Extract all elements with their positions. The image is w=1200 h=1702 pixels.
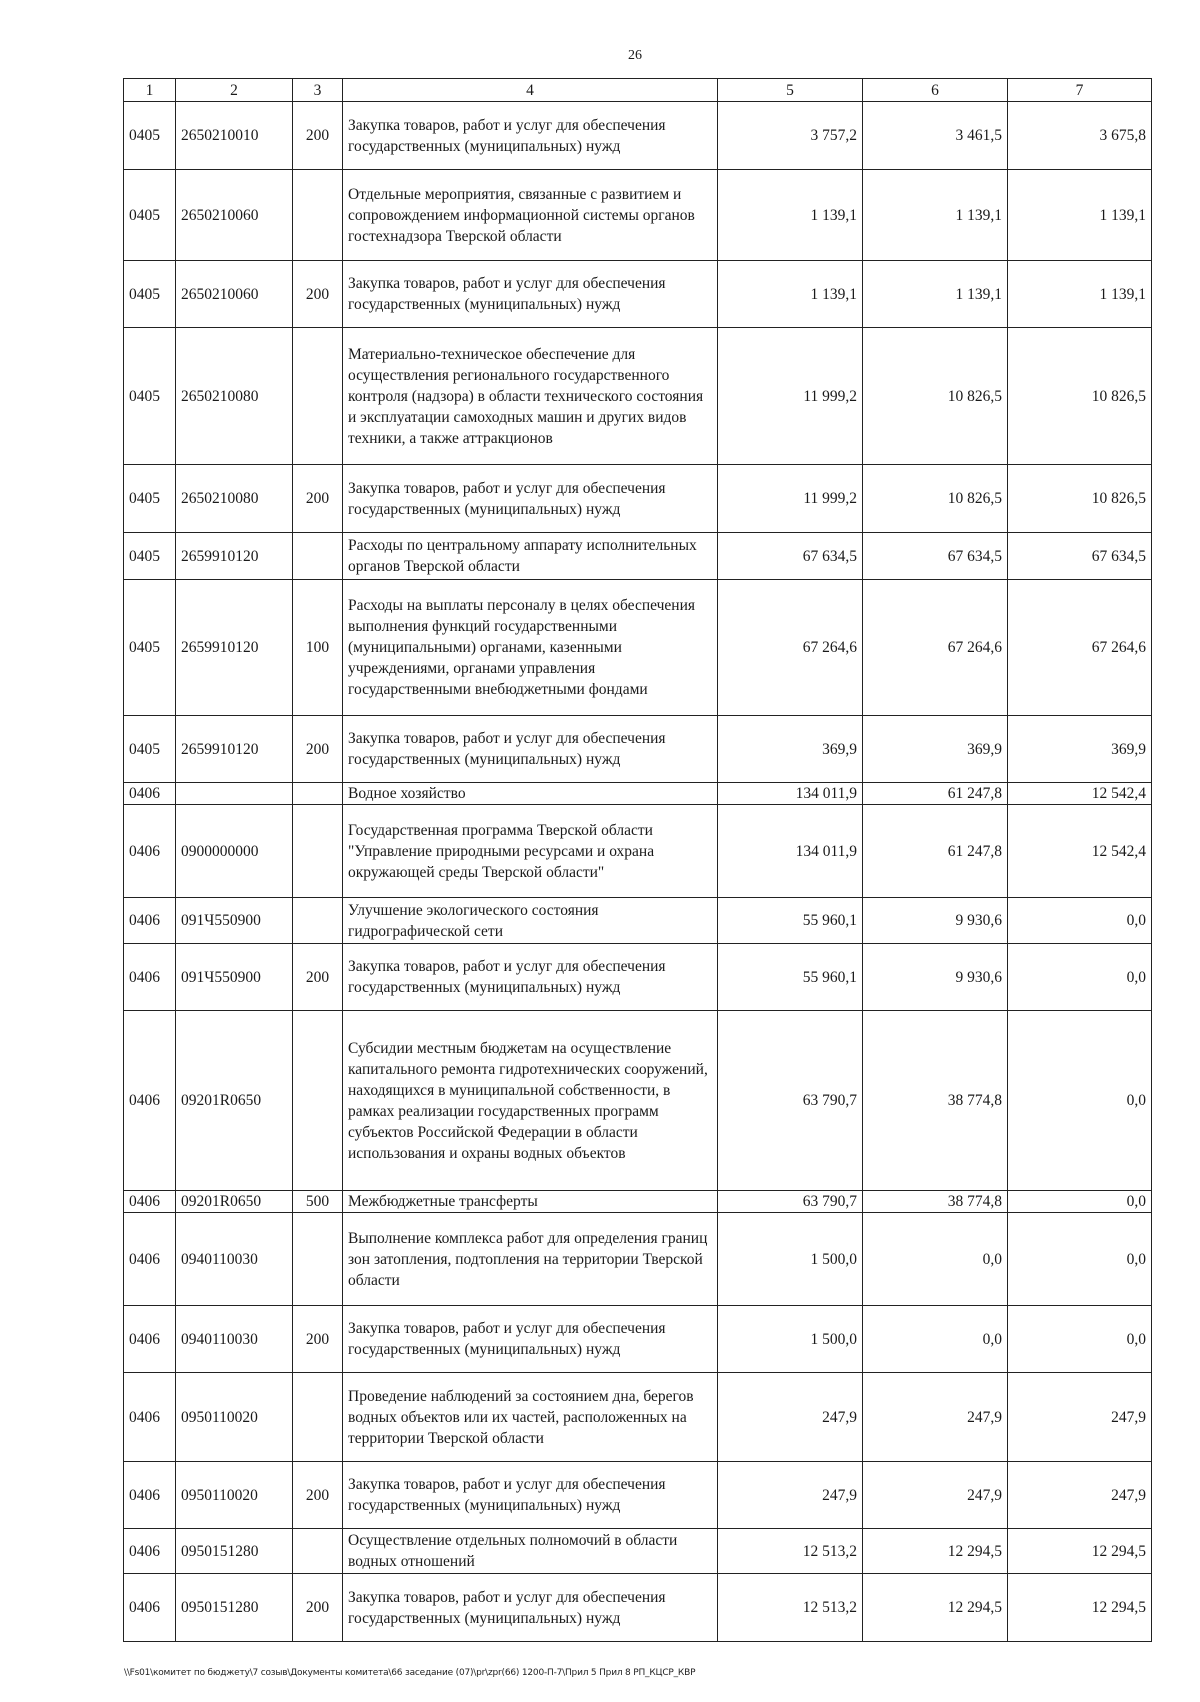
amount-cell-col6: 67 264,6 — [863, 580, 1008, 716]
section-code-cell: 0405 — [124, 533, 176, 580]
description-cell: Закупка товаров, работ и услуг для обеспечения государственных (муниципальных) нужд — [343, 465, 718, 533]
section-code-cell: 0406 — [124, 783, 176, 805]
amount-cell-col6: 12 294,5 — [863, 1574, 1008, 1642]
target-article-cell: 091Ч550900 — [176, 944, 293, 1011]
description-cell: Материально-техническое обеспечение для осуществления регионального государственного контроля (надзора) в области технического состояния и эксплуатации самоходных машин и других видов техники, а также аттракционов — [343, 328, 718, 465]
target-article-cell: 0940110030 — [176, 1306, 293, 1373]
amount-cell-col6: 67 634,5 — [863, 533, 1008, 580]
target-article-cell: 2650210080 — [176, 465, 293, 533]
section-code-cell: 0405 — [124, 261, 176, 328]
table-row — [124, 1306, 1152, 1373]
target-article-cell: 2659910120 — [176, 716, 293, 783]
amount-cell-col6: 61 247,8 — [863, 805, 1008, 898]
amount-cell-col5: 247,9 — [718, 1462, 863, 1529]
table-row — [124, 1011, 1152, 1191]
target-article-cell: 09201R0650 — [176, 1191, 293, 1213]
target-article-cell: 0950151280 — [176, 1529, 293, 1574]
column-header: 4 — [343, 79, 718, 102]
amount-cell-col6: 0,0 — [863, 1213, 1008, 1306]
table-row — [124, 533, 1152, 580]
table-row — [124, 716, 1152, 783]
expense-type-cell: 200 — [293, 465, 343, 533]
column-header: 2 — [176, 79, 293, 102]
column-header: 5 — [718, 79, 863, 102]
amount-cell-col6: 3 461,5 — [863, 102, 1008, 170]
section-code-cell: 0405 — [124, 465, 176, 533]
description-cell: Водное хозяйство — [343, 783, 718, 805]
amount-cell-col5: 12 513,2 — [718, 1529, 863, 1574]
expense-type-cell: 200 — [293, 102, 343, 170]
expense-type-cell: 200 — [293, 716, 343, 783]
amount-cell-col5: 1 139,1 — [718, 261, 863, 328]
section-code-cell: 0406 — [124, 944, 176, 1011]
table-row — [124, 170, 1152, 261]
amount-cell-col6: 0,0 — [863, 1306, 1008, 1373]
target-article-cell: 0900000000 — [176, 805, 293, 898]
amount-cell-col5: 63 790,7 — [718, 1191, 863, 1213]
expense-type-cell: 100 — [293, 580, 343, 716]
target-article-cell: 2659910120 — [176, 533, 293, 580]
section-code-cell: 0406 — [124, 1373, 176, 1462]
amount-cell-col5: 67 634,5 — [718, 533, 863, 580]
amount-cell-col7: 0,0 — [1008, 1213, 1152, 1306]
column-header: 3 — [293, 79, 343, 102]
expense-type-cell — [293, 1529, 343, 1574]
amount-cell-col5: 3 757,2 — [718, 102, 863, 170]
amount-cell-col7: 3 675,8 — [1008, 102, 1152, 170]
amount-cell-col6: 247,9 — [863, 1462, 1008, 1529]
description-cell: Государственная программа Тверской области "Управление природными ресурсами и охрана окружающей среды Тверской области" — [343, 805, 718, 898]
header-row — [124, 79, 1152, 102]
expense-type-cell: 200 — [293, 944, 343, 1011]
amount-cell-col7: 10 826,5 — [1008, 465, 1152, 533]
target-article-cell: 2650210080 — [176, 328, 293, 465]
amount-cell-col7: 12 294,5 — [1008, 1529, 1152, 1574]
amount-cell-col5: 1 500,0 — [718, 1213, 863, 1306]
amount-cell-col5: 67 264,6 — [718, 580, 863, 716]
amount-cell-col6: 10 826,5 — [863, 465, 1008, 533]
section-code-cell: 0405 — [124, 170, 176, 261]
expense-type-cell: 200 — [293, 1306, 343, 1373]
section-code-cell: 0406 — [124, 1462, 176, 1529]
section-code-cell: 0405 — [124, 102, 176, 170]
table-row — [124, 1462, 1152, 1529]
description-cell: Проведение наблюдений за состоянием дна, берегов водных объектов или их частей, расположенных на территории Тверской области — [343, 1373, 718, 1462]
expense-type-cell: 200 — [293, 1574, 343, 1642]
description-cell: Закупка товаров, работ и услуг для обеспечения государственных (муниципальных) нужд — [343, 944, 718, 1011]
description-cell: Межбюджетные трансферты — [343, 1191, 718, 1213]
amount-cell-col7: 0,0 — [1008, 1191, 1152, 1213]
budget-table — [123, 78, 1152, 1642]
table-row — [124, 465, 1152, 533]
target-article-cell: 0950110020 — [176, 1373, 293, 1462]
column-header: 1 — [124, 79, 176, 102]
amount-cell-col5: 134 011,9 — [718, 805, 863, 898]
amount-cell-col7: 67 264,6 — [1008, 580, 1152, 716]
file-path-footer: \\Fs01\комитет по бюджету\7 созыв\Документы комитета\66 заседание (07)\pr\zpr(66) 1200-П-7\Прил 5 Прил 8 РП_КЦСР_КВР — [124, 1668, 696, 1678]
amount-cell-col7: 0,0 — [1008, 1306, 1152, 1373]
section-code-cell: 0406 — [124, 898, 176, 944]
target-article-cell: 2650210060 — [176, 261, 293, 328]
description-cell: Осуществление отдельных полномочий в области водных отношений — [343, 1529, 718, 1574]
amount-cell-col6: 10 826,5 — [863, 328, 1008, 465]
amount-cell-col5: 12 513,2 — [718, 1574, 863, 1642]
section-code-cell: 0406 — [124, 805, 176, 898]
amount-cell-col7: 10 826,5 — [1008, 328, 1152, 465]
target-article-cell: 09201R0650 — [176, 1011, 293, 1191]
description-cell: Расходы по центральному аппарату исполнительных органов Тверской области — [343, 533, 718, 580]
description-cell: Закупка товаров, работ и услуг для обеспечения государственных (муниципальных) нужд — [343, 716, 718, 783]
table-row — [124, 805, 1152, 898]
amount-cell-col7: 67 634,5 — [1008, 533, 1152, 580]
table-row — [124, 102, 1152, 170]
target-article-cell: 2650210010 — [176, 102, 293, 170]
amount-cell-col7: 1 139,1 — [1008, 170, 1152, 261]
amount-cell-col5: 11 999,2 — [718, 328, 863, 465]
expense-type-cell — [293, 328, 343, 465]
target-article-cell: 0950151280 — [176, 1574, 293, 1642]
section-code-cell: 0405 — [124, 580, 176, 716]
description-cell: Улучшение экологического состояния гидрографической сети — [343, 898, 718, 944]
section-code-cell: 0406 — [124, 1011, 176, 1191]
amount-cell-col5: 11 999,2 — [718, 465, 863, 533]
section-code-cell: 0405 — [124, 328, 176, 465]
amount-cell-col5: 1 500,0 — [718, 1306, 863, 1373]
table-row — [124, 1529, 1152, 1574]
target-article-cell — [176, 783, 293, 805]
amount-cell-col6: 247,9 — [863, 1373, 1008, 1462]
table-row — [124, 261, 1152, 328]
description-cell: Закупка товаров, работ и услуг для обеспечения государственных (муниципальных) нужд — [343, 261, 718, 328]
expense-type-cell — [293, 1373, 343, 1462]
description-cell: Отдельные мероприятия, связанные с развитием и сопровождением информационной системы органов гостехнадзора Тверской области — [343, 170, 718, 261]
amount-cell-col5: 55 960,1 — [718, 944, 863, 1011]
table-row — [124, 1373, 1152, 1462]
amount-cell-col7: 247,9 — [1008, 1462, 1152, 1529]
section-code-cell: 0406 — [124, 1306, 176, 1373]
table-body — [124, 102, 1152, 1642]
target-article-cell: 0940110030 — [176, 1213, 293, 1306]
target-article-cell: 2659910120 — [176, 580, 293, 716]
expense-type-cell — [293, 898, 343, 944]
expense-type-cell — [293, 170, 343, 261]
expense-type-cell: 200 — [293, 1462, 343, 1529]
expense-type-cell — [293, 783, 343, 805]
expense-type-cell: 200 — [293, 261, 343, 328]
column-header: 6 — [863, 79, 1008, 102]
table-row — [124, 944, 1152, 1011]
amount-cell-col6: 38 774,8 — [863, 1011, 1008, 1191]
expense-type-cell — [293, 1213, 343, 1306]
amount-cell-col6: 9 930,6 — [863, 944, 1008, 1011]
amount-cell-col6: 1 139,1 — [863, 261, 1008, 328]
table-row — [124, 1191, 1152, 1213]
amount-cell-col5: 247,9 — [718, 1373, 863, 1462]
amount-cell-col7: 12 294,5 — [1008, 1574, 1152, 1642]
amount-cell-col6: 1 139,1 — [863, 170, 1008, 261]
target-article-cell: 0950110020 — [176, 1462, 293, 1529]
amount-cell-col7: 12 542,4 — [1008, 783, 1152, 805]
amount-cell-col6: 61 247,8 — [863, 783, 1008, 805]
table-row — [124, 1213, 1152, 1306]
section-code-cell: 0406 — [124, 1529, 176, 1574]
description-cell: Расходы на выплаты персоналу в целях обеспечения выполнения функций государственными (муниципальными) органами, казенными учреждениями, органами управления государственными внебюджетными фондами — [343, 580, 718, 716]
amount-cell-col6: 9 930,6 — [863, 898, 1008, 944]
description-cell: Закупка товаров, работ и услуг для обеспечения государственных (муниципальных) нужд — [343, 1306, 718, 1373]
table-row — [124, 1574, 1152, 1642]
description-cell: Закупка товаров, работ и услуг для обеспечения государственных (муниципальных) нужд — [343, 1574, 718, 1642]
target-article-cell: 2650210060 — [176, 170, 293, 261]
table-row — [124, 328, 1152, 465]
expense-type-cell — [293, 1011, 343, 1191]
amount-cell-col6: 369,9 — [863, 716, 1008, 783]
description-cell: Выполнение комплекса работ для определения границ зон затопления, подтопления на территории Тверской области — [343, 1213, 718, 1306]
expense-type-cell — [293, 533, 343, 580]
target-article-cell: 091Ч550900 — [176, 898, 293, 944]
amount-cell-col7: 1 139,1 — [1008, 261, 1152, 328]
table-row — [124, 580, 1152, 716]
amount-cell-col5: 134 011,9 — [718, 783, 863, 805]
amount-cell-col7: 0,0 — [1008, 944, 1152, 1011]
amount-cell-col7: 369,9 — [1008, 716, 1152, 783]
table-row — [124, 898, 1152, 944]
amount-cell-col7: 247,9 — [1008, 1373, 1152, 1462]
amount-cell-col5: 369,9 — [718, 716, 863, 783]
description-cell: Закупка товаров, работ и услуг для обеспечения государственных (муниципальных) нужд — [343, 1462, 718, 1529]
amount-cell-col7: 0,0 — [1008, 898, 1152, 944]
expense-type-cell — [293, 805, 343, 898]
section-code-cell: 0406 — [124, 1191, 176, 1213]
amount-cell-col5: 63 790,7 — [718, 1011, 863, 1191]
amount-cell-col6: 38 774,8 — [863, 1191, 1008, 1213]
amount-cell-col5: 55 960,1 — [718, 898, 863, 944]
table-row — [124, 783, 1152, 805]
page-number: 26 — [628, 48, 642, 63]
section-code-cell: 0406 — [124, 1574, 176, 1642]
amount-cell-col7: 12 542,4 — [1008, 805, 1152, 898]
amount-cell-col6: 12 294,5 — [863, 1529, 1008, 1574]
column-header: 7 — [1008, 79, 1152, 102]
amount-cell-col5: 1 139,1 — [718, 170, 863, 261]
section-code-cell: 0405 — [124, 716, 176, 783]
amount-cell-col7: 0,0 — [1008, 1011, 1152, 1191]
expense-type-cell: 500 — [293, 1191, 343, 1213]
description-cell: Закупка товаров, работ и услуг для обеспечения государственных (муниципальных) нужд — [343, 102, 718, 170]
section-code-cell: 0406 — [124, 1213, 176, 1306]
description-cell: Субсидии местным бюджетам на осуществление капитального ремонта гидротехнических сооружений, находящихся в муниципальной собственности, в рамках реализации государственных программ субъектов Российской Федерации в области использования и охраны водных объектов — [343, 1011, 718, 1191]
